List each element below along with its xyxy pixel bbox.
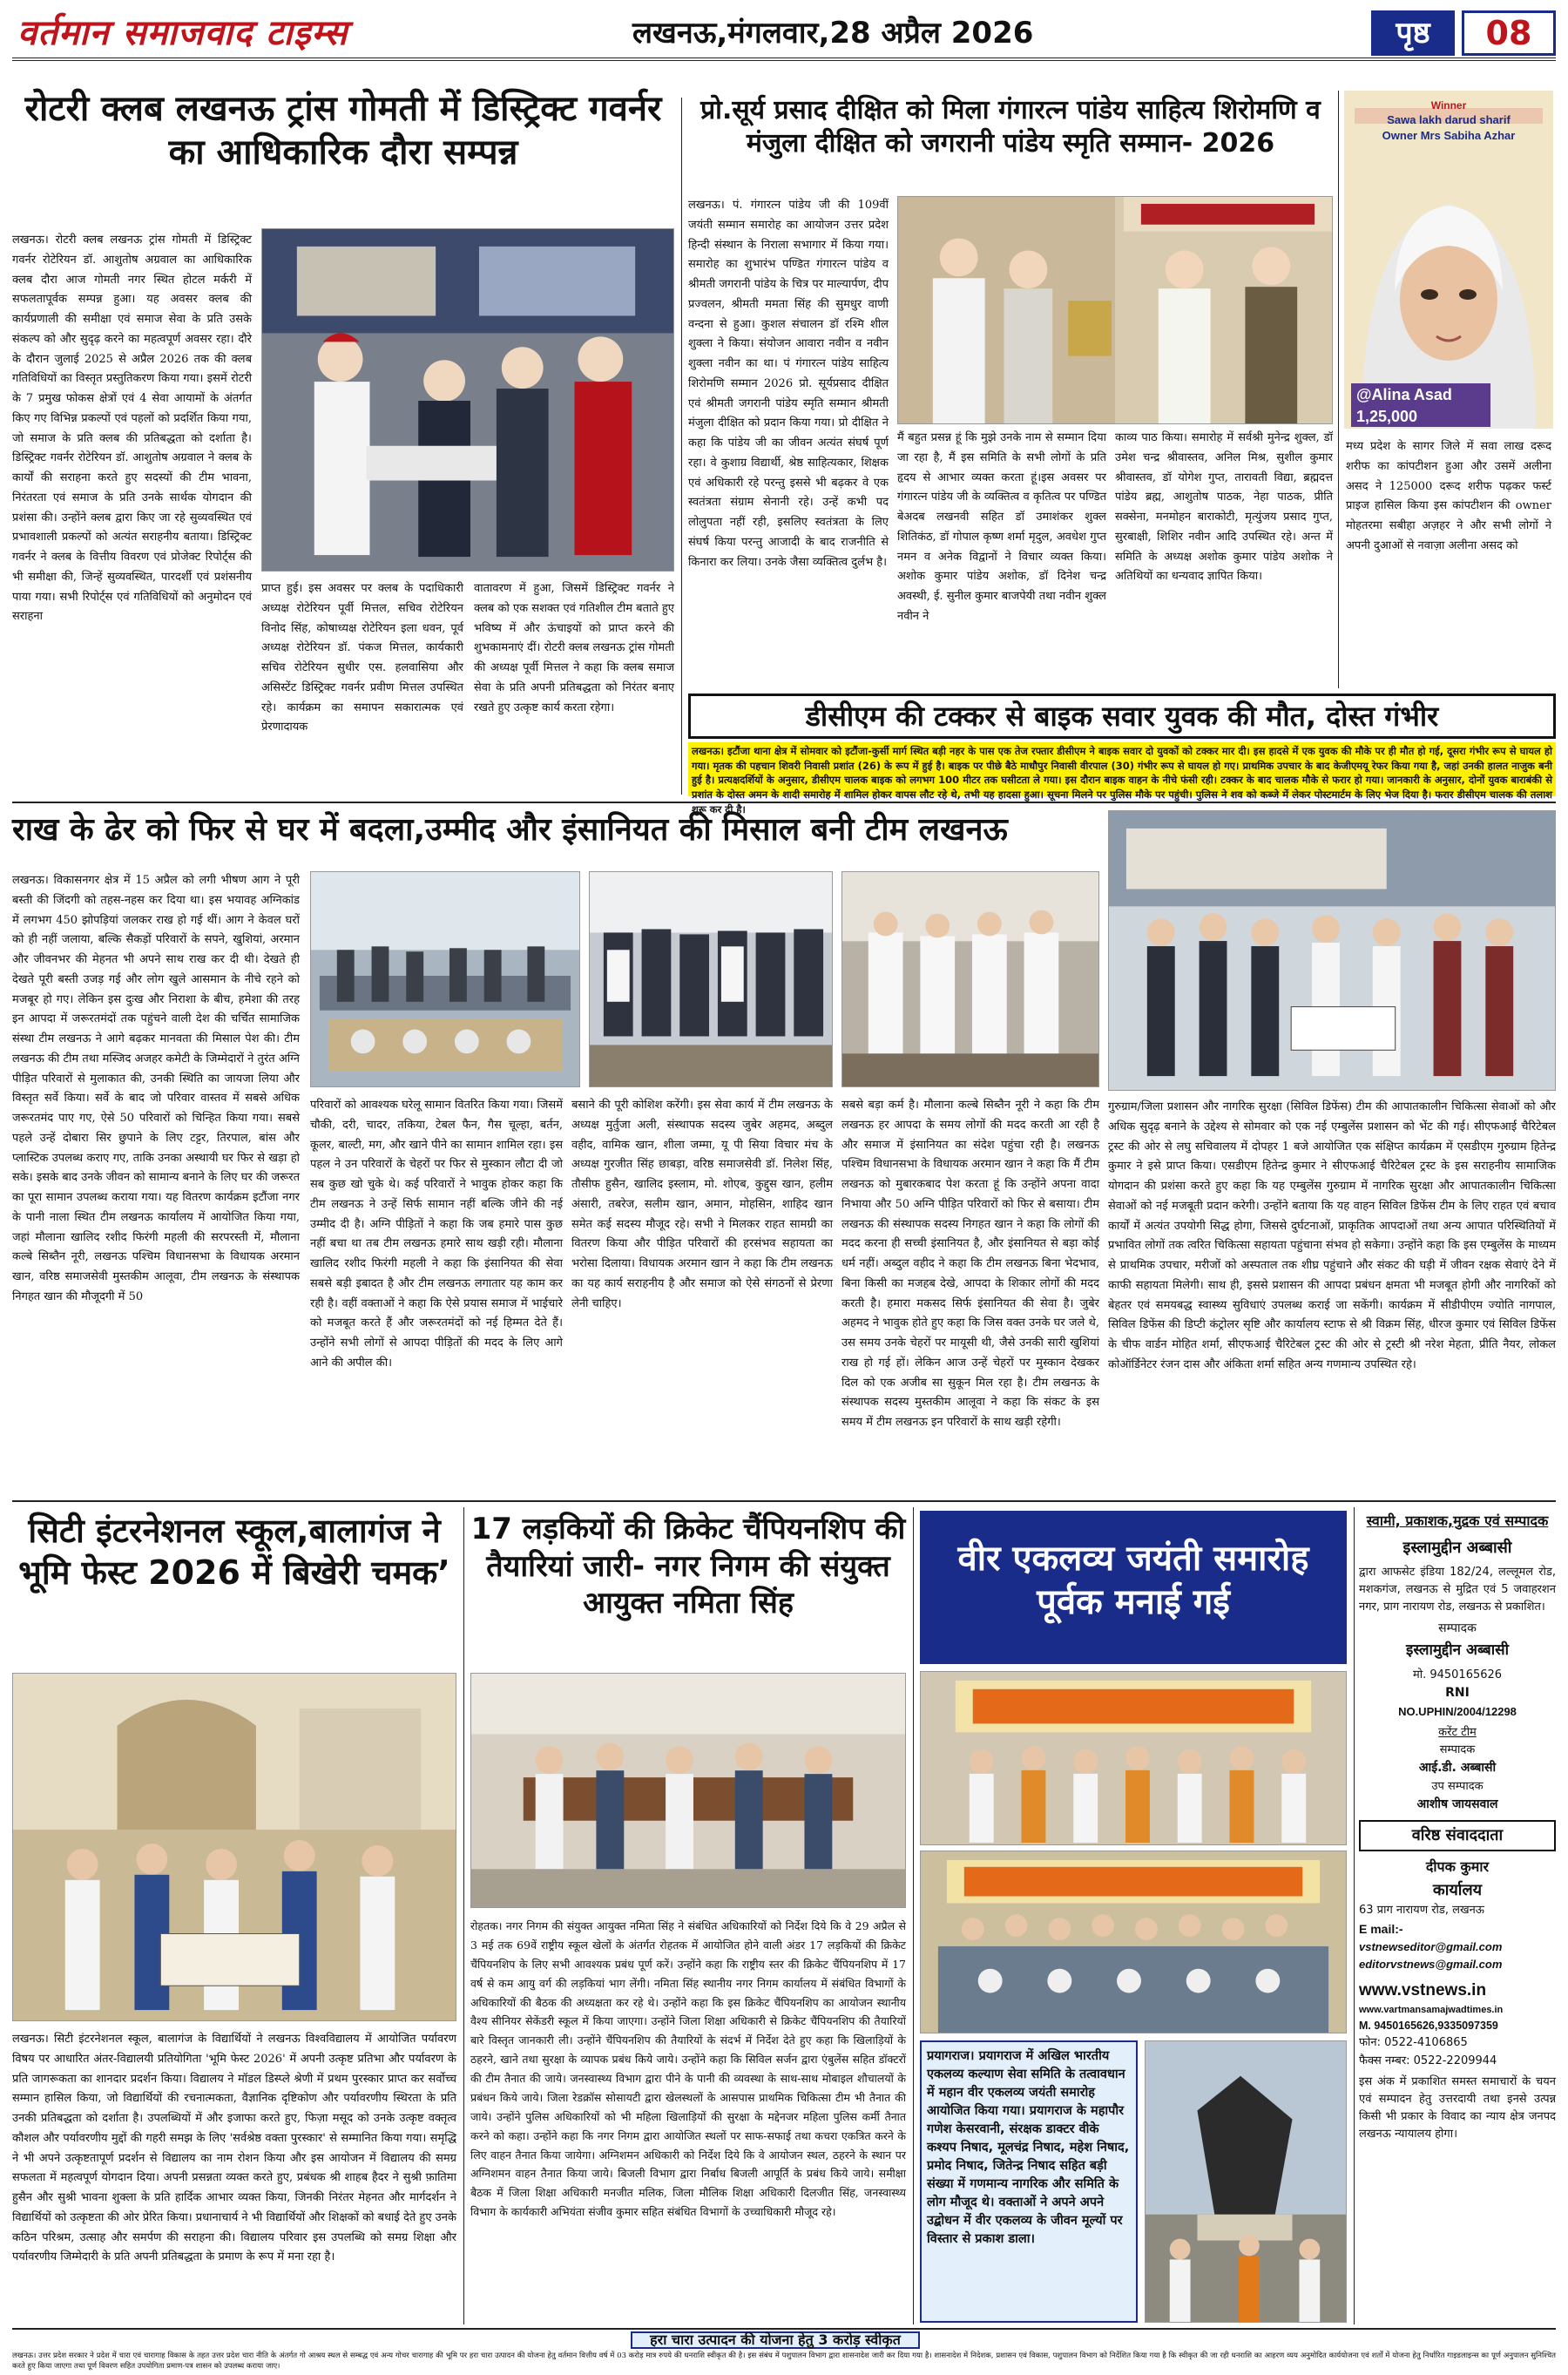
ad-amount: 1,25,000 xyxy=(1351,406,1490,427)
story-cricket-headline: 17 लड़कियों की क्रिकेट चैंपियनशिप की तैयारियां जारी- नगर निगम की संयुक्त आयुक्त नमिता सिंह xyxy=(470,1512,906,1621)
imprint-rni: NO.UPHIN/2004/12298 xyxy=(1398,1704,1517,1718)
imprint-email-1[interactable]: vstnewseditor@gmail.com xyxy=(1359,1940,1503,1954)
imprint-team-editor-label: सम्पादक xyxy=(1439,1743,1476,1757)
story-fodder-headline-box xyxy=(331,2331,1220,2349)
story-dixit-headline: प्रो.सूर्य प्रसाद दीक्षित को मिला गंगारत्न पांडेय साहित्य शिरोमणि व मंजुला दीक्षित को जगरानी पांडेय स्मृति सम्मान- 2026 xyxy=(700,95,1321,159)
story-rotary-col3: वातावरण में हुआ, जिसमें डिस्ट्रिक्ट गवर्नर ने क्लब को एक सशक्त एवं गतिशील टीम बताते हुए भविष्य में और ऊंचाइयों को प्राप्त करने की शुभकामनाएं दीं। रोटरी क्लब लखनऊ ट्रांस गोमती की अध्यक्ष पूर्वी मित्तल ने कहा कि क्लब समाज सेवा के प्रति अपनी प्रतिबद्धता को निरंतर बनाए रखते हुए उत्कृष्ट कार्य करता रहेगा। xyxy=(474,582,674,714)
story-rotary-photo xyxy=(261,228,674,572)
imprint-rni-label: RNI xyxy=(1445,1686,1470,1701)
imprint-email-label: E mail:- xyxy=(1359,1921,1403,1936)
story-rotary-col2: प्राप्त हुई। इस अवसर पर क्लब के पदाधिकारी अध्यक्ष रोटेरियन पूर्वी मित्तल, सचिव रोटेरियन विनोद सिंह, कोषाध्यक्ष रोटेरियन इला धवन, पूर्व अध्यक्ष रोटेरियन डॉ. पंकज मित्तल, कार्यकारी सचिव रोटेरियन सुधीर एस. हलवासिया और असिस्टेंट डिस्ट्रिक्ट गवर्नर प्रवीण मित्तल उपस्थित रहे। कार्यक्रम का समापन सकारात्मक एवं प्रेरणादायक xyxy=(261,582,463,734)
imprint-owner: इस्लामुद्दीन अब्बासी xyxy=(1402,1538,1512,1557)
imprint-site-1[interactable]: www.vstnews.in xyxy=(1359,1980,1487,1999)
story-cricket-text: रोहतक। नगर निगम की संयुक्त आयुक्त नमिता सिंह ने संबंधित अधिकारियों को निर्देश दिये कि वे 29 अप्रैल से 3 मई तक 69वें राष्ट्रीय स्कूल खेलों के अंतर्गत रोहतक में आयोजित होने वाली अंडर 17 लड़कियों की क्रिकेट चैंपियनशिप के लिए सभी आवश्यक प्रबंध पूर्ण करें। उन्होंने कहा कि राष्ट्रीय स्तर की क्रिकेट चैंपियनशिप में 17 वर्ष से कम आयु वर्ग की लड़कियां भाग लेंगी। नमिता सिंह स्थानीय नगर निगम कार्यालय में संबंधित विभागों के अधिकारियों की बैठक की अध्यक्षता कर रहे थे। उन्होंने कहा कि इस क्रिकेट चैंपियनशिप का आयोजन स्थानीय वैश्य सीनियर सेकेंडरी स्कूल में किया जाएगा। उन्होंने जिला शिक्षा अधिकारी से क्रिकेट चैंपियनशिप की तैयारियों बारे विस्तृत जानकारी ली। उन्होंने चैंपियनशिप की तैयारियों के संदर्भ में निर्देश देते हुए कहा कि खिलाड़ियों के ठहरने, खाने तथा सुरक्षा के व्यापक प्रबंध किये जाये। उन्होंने कहा कि सिविल सर्जन द्वारा एंबुलेंस सहित डॉक्टरों की टीम तैनात की जाये। जनस्वास्थ्य विभाग द्वारा पीने के पानी की व्यवस्था के साथ-साथ मोबाइल शौचालयों के प्रबंधन किये जाये। जिला रेडक्रॉस सोसायटी द्वारा खेलस्थलों के आसपास प्राथमिक चिकित्सा टीम भी तैनात की जाये। उन्होंने पुलिस अधिकारियों को भी महिला खिलाड़ियों की सुरक्षा के मद्देनजर महिला पुलिस कर्मी तैनात करने को कहा। उन्होंने कहा कि नगर निगम द्वारा आयोजित स्थलों पर साफ-सफाई तथा कचरा एकत्रित करने के लिए वाहन तैनात किया जायेगा। अग्निशमन अधिकारी को निर्देश दिये कि वे आयोजन स्थल, ठहरने के स्थान पर अग्निशमन वाहन तैनात किया जाये। बिजली विभाग द्वारा निर्बाध बिजली आपूर्ति के प्रबंध किये जाये। समीक्षा बैठक में जिला शिक्षा अधिकारी मनजीत मलिक, जिला मौलिक शिक्षा अधिकारी दिलजीत सिंह, जनस्वास्थ्य विभाग के कार्यकारी अभियंता संजीव कुमार सहित संबंधित विभागों के उच्चाधिकारी मौजूद रहे। xyxy=(470,1919,906,2219)
dateline: लखनऊ,मंगलवार,28 अप्रैल 2026 xyxy=(632,16,1034,51)
imprint-phone-mobile: M. 9450165626,9335097359 xyxy=(1359,2020,1498,2033)
story-team-lucknow-headline: राख के ढेर को फिर से घर में बदला,उम्मीद और इंसानियत की मिसाल बनी टीम लखनऊ xyxy=(12,812,1008,848)
story-dixit-col3: काव्य पाठ किया। समारोह में सर्वश्री मुनेन्द्र शुक्ल, डॉ उमेश चन्द्र श्रीवास्तव, अनिल मिश्र, सुशील कुमार श्रीवास्तव, डॉ योगेश गुप्त, तारावती विद्या, ब्रह्मदत्त पांडेय ब्रह्म, आशुतोष पाठक, नेहा पाठक, प्रीति सक्सेना, मनमोहन बाराकोटी, मृत्युंजय प्रसाद गुप्त, सुरबाक्षी, शिशिर नवीन आदि उपस्थित रहे। अन्त में समिति के अध्यक्ष अशोक कुमार पांडेय अशोक ने अतिथियों का धन्यवाद ज्ञापित किया। xyxy=(1115,431,1333,584)
ad-winner-owner: Owner Mrs Sabiha Azhar xyxy=(1382,129,1516,142)
imprint-office-address: 63 प्राग नारायण रोड, लखनऊ xyxy=(1359,1904,1484,1918)
story-eklavya-photo3 xyxy=(1145,2040,1347,2323)
story-team-lucknow-photo3 xyxy=(841,871,1099,1087)
story-ambulance-photo xyxy=(1108,810,1556,1091)
page-number: 08 xyxy=(1462,10,1556,56)
ad-winner-label: Winner xyxy=(1430,99,1467,112)
story-rotary-col1: लखनऊ। रोटरी क्लब लखनऊ ट्रांस गोमती में डिस्ट्रिक्ट गवर्नर रोटेरियन डॉ. आशुतोष अग्रवाल का आधिकारिक क्लब दौरा आज गोमती नगर स्थित होटल मर्करी में सफलतापूर्वक सम्पन्न हुआ। यह अवसर क्लब की कार्यप्रणाली की समीक्षा एवं समाज सेवा के प्रति उसके संकल्प को और सुदृढ़ करने का महत्वपूर्ण अवसर रहा। दौरे के दौरान जुलाई 2025 से अप्रैल 2026 तक की क्लब गतिविधियों का विस्तृत प्रस्तुतिकरण किया गया। इसमें रोटरी के 7 प्रमुख फोकस क्षेत्रों एवं 4 सेवा आयामों के अंतर्गत किए गए विभिन्न प्रकल्पों एवं पहलों को प्रदर्शित किया गया, जो समाज के प्रति क्लब की प्रतिबद्धता को दर्शाता है। डिस्ट्रिक्ट गवर्नर रोटेरियन डॉ. आशुतोष अग्रवाल ने क्लब के कार्यों की सराहना करते हुए सदस्यों की टीम भावना, निरंतरता एवं समाज के प्रति उनके सार्थक योगदान की प्रशंसा की। उन्होंने क्लब द्वारा किए जा रहे सुव्यवस्थित एवं प्रभावशाली प्रकल्पों को अत्यंत सराहनीय बताया। डिस्ट्रिक्ट गवर्नर ने क्लब के वित्तीय विवरण एवं प्रोजेक्ट रिपोर्ट्स की भी समीक्षा की, जिन्हें सुव्यवस्थित, पारदर्शी एवं प्रशंसनीय पाया गया। सभी रिपोर्ट्स एवं गतिविधियों को अनुमोदन एवं सराहना xyxy=(12,233,252,624)
story-accident-headline: डीसीएम की टक्कर से बाइक सवार युवक की मौत, दोस्त गंभीर xyxy=(805,700,1439,733)
story-eklavya-photo1 xyxy=(920,1671,1347,1845)
masthead xyxy=(12,5,1556,61)
imprint-email-2[interactable]: editorvstnews@gmail.com xyxy=(1359,1958,1503,1972)
imprint-editor-name: इस्लामुद्दीन अब्बासी xyxy=(1405,1641,1510,1659)
story-dixit-col2: मैं बहुत प्रसन्न हूं कि मुझे उनके नाम से सम्मान दिया जा रहा है, मैं इस समिति के सभी लोगों के प्रति हृदय से आभार व्यक्त करता हूं।इस अवसर पर गंगारत्न पांडेय जी के व्यक्तित्व व कृतित्व पर पण्डित बेअदब लखनवी सहित डॉ उमाशंकर शुक्ल शितिकंठ, डॉ गोपाल कृष्ण शर्मा मृदुल, अवधेश गुप्त नमन व अनेक विद्वानों ने विचार व्यक्त किया। अशोक कुमार पांडेय अशोक, डॉ दिनेश चन्द्र अवस्थी, ई. सुनील कुमार बाजपेयी तथा नवीन शुक्ल नवीन ने xyxy=(897,431,1106,623)
imprint-address: द्वारा आफसेट इंडिया 182/24, लल्लूमल रोड, मशकगंज, लखनऊ से मुद्रित एवं 5 जवाहरशन नगर, प्राग नारायण रोड, लखनऊ से प्रकाशित। xyxy=(1359,1565,1556,1614)
imprint-fax: फैक्स नम्बर: 0522-2209944 xyxy=(1359,2054,1497,2067)
ad-alina xyxy=(1338,91,1556,688)
story-accident-text: लखनऊ। इटौंजा थाना क्षेत्र में सोमवार को इटौंजा-कुर्सी मार्ग स्थित बड़ी नहर के पास एक तेज रफ्तार डीसीएम ने बाइक सवार दो युवकों को टक्कर मार दी। इस हादसे में एक युवक की मौके पर ही मौत हो गई, दूसरा गंभीर रूप से घायल हो गया। मृतक की पहचान शिवरी निवासी प्रशांत (26) के रूप में हुई है। बाइक पर पीछे बैठे माधौपुर निवासी वीरपाल (30) गंभीर रूप से घायल हो गए। प्राथमिक उपचार के बाद केजीएमयू रेफर किया गया है, जहां उनकी हालत नाजुक बनी हुई है। प्रत्यक्षदर्शियों के अनुसार, डीसीएम चालक बाइक को लगभग 100 मीटर तक घसीटता ले गया। इस दौरान बाइक वाहन के नीचे फंसी रही। टक्कर के बाद चालक मौके से फरार हो गया। जानकारी के अनुसार, दोनों युवक बाराबंकी से प्रशांत के दोस्त अमन के शादी समारोह में शामिल होकर वापस लौट रहे थे, तभी यह हादसा हुआ। सूचना मिलने पर पुलिस मौके पर पहुंची। पुलिस ने शव को कब्जे में लेकर पोस्टमार्टम के लिए भेज दिया है। फरार डीसीएम चालक की तलाश शुरू कर दी है। xyxy=(688,742,1556,796)
story-team-lucknow-photo1 xyxy=(310,871,580,1087)
imprint-deputy-label: उप सम्पादक xyxy=(1431,1780,1484,1794)
story-rotary-headline: रोटरी क्लब लखनऊ ट्रांस गोमती में डिस्ट्रिक्ट गवर्नर का आधिकारिक दौरा सम्पन्न xyxy=(24,89,662,173)
story-school-text: लखनऊ। सिटी इंटरनेशनल स्कूल, बालागंज के विद्यार्थियों ने लखनऊ विश्वविद्यालय में आयोजित पर्यावरण विषय पर आधारित अंतर-विद्यालयी प्रतियोगिता 'भूमि फेस्ट 2026' में अपनी उत्कृष्ट प्रतिभा और पर्यावरण के प्रति जागरूकता का शानदार प्रदर्शन किया। विद्यालय ने मॉडल डिस्प्ले श्रेणी में प्रथम पुरस्कार प्राप्त कर सर्वोच्च सम्मान हासिल किया, जो विद्यार्थियों की रचनात्मकता, वैज्ञानिक दृष्टिकोण और पर्यावरणीय स्थिरता के प्रति उनकी प्रतिबद्धता को दर्शाता है। उपलब्धियों में और इजाफा करते हुए, फिज़ा मसूद को उनके उत्कृष्ट वक्तृत्व कौशल और पर्यावरणीय मुद्दों की गहरी समझ के लिए 'सर्वश्रेष्ठ वक्ता पुरस्कार' से सम्मानित किया गया। समृद्धि ने भी अपने उत्कृष्टतापूर्ण प्रदर्शन से विद्यालय का नाम रोशन किया और इस आयोजन में विद्यालय की समग्र सफलता में महत्वपूर्ण योगदान दिया। अपनी प्रसन्नता व्यक्त करते हुए, प्रबंधक श्री शाहब हैदर ने सुश्री फ़ातिमा हुसैन और सुश्री भावना शुक्ला के प्रति हार्दिक आभार व्यक्त किया, जिनकी निरंतर मेहनत और मार्गदर्शन ने विद्यार्थियों को उत्कृष्टता की ओर प्रेरित किया। प्रधानाचार्य ने भी विद्यार्थियों और शिक्षकों को बधाई देते हुए उनके कठिन परिश्रम, उत्साह और समर्पण की सराहना की। विद्यालय परिवार इस उपलब्धि को समग्र शिक्षा और पर्यावरणीय जिम्मेदारी के प्रति अपनी प्रतिबद्धता के प्रमाण के रूप में मना रहा है। xyxy=(12,2033,456,2264)
ad-name: @Alina Asad xyxy=(1351,383,1490,406)
ad-winner-desc: Sawa lakh darud sharif xyxy=(1387,113,1511,126)
imprint-office-label: कार्यालय xyxy=(1432,1880,1483,1899)
column-rule xyxy=(1354,1507,1355,2324)
column-rule xyxy=(463,1507,464,2324)
imprint-mobile: मो. 9450165626 xyxy=(1412,1668,1503,1682)
story-school-photo xyxy=(12,1673,456,2021)
story-fodder-headline: हरा चारा उत्पादन की योजना हेतु 3 करोड़ स्वीकृत xyxy=(631,2331,920,2349)
story-eklavya-text: प्रयागराज। प्रयागराज में अखिल भारतीय एकलव्य कल्याण सेवा समिति के तत्वावधान में महान वीर एकलव्य जयंती समारोह आयोजित किया गया। प्रयागराज के महापौर गणेश केसरवानी, संरक्षक डाक्टर वीके कश्यप निषाद, मूलचंद्र निषाद, महेश निषाद, प्रमोद निषाद, जितेन्द्र निषाद सहित बड़ी संख्या में गणमान्य नागरिक और समिति के लोग मौजूद थे। वक्ताओं ने अपने अपने उद्बोधन में वीर एकलव्य के जीवन मूल्यों पर विस्तार से प्रकाश डाला। xyxy=(920,2040,1138,2323)
imprint-header: स्वामी, प्रकाशक,मुद्रक एवं सम्पादक xyxy=(1366,1512,1549,1529)
story-accident-headline-box xyxy=(688,694,1556,739)
imprint-team-label: करेंट टीम xyxy=(1438,1726,1477,1740)
imprint-editor-label: सम्पादक xyxy=(1438,1621,1477,1636)
story-cricket-photo xyxy=(470,1673,906,1908)
imprint-box xyxy=(1359,1511,1556,2323)
story-dixit-photo xyxy=(897,196,1333,424)
story-team-lucknow-col3: बसाने की पूरी कोशिश करेंगी। इस सेवा कार्य में टीम लखनऊ के अध्यक्ष मुर्तुजा अली, संस्थापक सदस्य जुबेर अहमद, अब्दुल वहीद, वामिक खान, शीला जम्मा, यू पी सिया विचार मंच के अध्यक्ष गुरजीत सिंह छाबड़ा, वरिष्ठ समाजसेवी डॉ. निलेश सिंह, तौसीफ हुसैन, खालिद इस्लाम, मो. शोएब, कुद्दुस खान, हलीम अंसारी, तबरेज, सलीम खान, अमान, मोहसिन, शाहिद खान समेत कई सदस्य मौजूद रहे। सभी ने मिलकर राहत सामग्री का वितरण किया और पीड़ित परिवारों की हरसंभव सहायता का भरोसा दिलाया। विधायक अरमान खान ने कहा कि टीम लखनऊ का यह कार्य सराहनीय है और समाज को ऐसे संगठनों से प्रेरणा लेनी चाहिए। xyxy=(571,1099,833,1310)
imprint-deputy-name: आशीष जायसवाल xyxy=(1416,1797,1498,1812)
column-rule xyxy=(681,98,682,795)
ad-caption: मध्य प्रदेश के सागर जिले में सवा लाख दरूद शरीफ का कांपटीशन हुआ और उसमें अलीना असद ने 125000 दरूद शरीफ पढ़कर फर्स्ट प्राइज हासिल किया इस कांपटीशन की owner मोहतरमा सबीहा अज़हर ने और सभी लोगों ने अपनी दुआओं से नवाज़ा अलीना असद को xyxy=(1346,440,1551,552)
story-eklavya-headline: वीर एकलव्य जयंती समारोह पूर्वक मनाई गई xyxy=(957,1539,1309,1622)
page-label: पृष्ठ xyxy=(1371,10,1455,56)
column-rule xyxy=(913,1507,914,2324)
imprint-site-2[interactable]: www.vartmansamajwadtimes.in xyxy=(1359,2005,1504,2016)
section-rule xyxy=(12,802,1556,803)
story-team-lucknow-col4: सबसे बड़ा कर्म है। मौलाना कल्बे सिब्तैन नूरी ने कहा कि टीम लखनऊ हर आपदा के समय लोगों की मदद करती आ रही है और समाज में इंसानियत का संदेश पहुंचा रही है। लखनऊ पश्चिम विधानसभा के विधायक अरमान खान ने कहा कि मैं टीम लखनऊ को मुबारकबाद पेश करता हूं कि उन्होंने अपना वादा निभाया और 50 अग्नि पीड़ित परिवारों को फिर से बसाया। टीम लखनऊ की संस्थापक सदस्य निगहत खान ने कहा कि लोगों की मदद करना ही सच्ची इंसानियत है, और इंसानियत से बड़ा कोई धर्म नहीं। अब्दुल वहीद ने कहा कि टीम लखनऊ बिना भेदभाव, बिना किसी का मजहब देखे, आपदा के शिकार लोगों की मदद करती है। हमारा मकसद सिर्फ इंसानियत की सेवा है। जुबेर अहमद ने भावुक होते हुए कहा कि जिस वक्त उनके घर जले थे, उस समय उनके चेहरों पर मायूसी थी, जैसे उनकी सारी खुशियां राख हो गई हों। लेकिन आज उन्हें चेहरों पर मुस्कान देखकर दिल को एक अजीब सा सुकून मिल रहा है। टीम लखनऊ के संस्थापक सदस्य मुस्तकीम आलूवा ने कहा कि संकट के इस समय में टीम लखनऊ इन परिवारों के साथ खड़ी रहेगी। xyxy=(841,1099,1099,1429)
imprint-senior-name: दीपक कुमार xyxy=(1425,1857,1490,1875)
story-team-lucknow-photo2 xyxy=(589,871,833,1087)
imprint-team-editor-name: आई.डी. अब्बासी xyxy=(1418,1761,1497,1776)
imprint-phone-office: फोन: 0522-4106865 xyxy=(1359,2036,1468,2050)
section-rule xyxy=(12,2328,1556,2330)
imprint-disclaimer: इस अंक में प्रकाशित समस्त समाचारों के चयन एवं सम्पादन हेतु उत्तरदायी तथा इनसे उत्पन्न किसी भी प्रकार के विवाद का न्याय क्षेत्र जनपद लखनऊ न्यायालय होगा। xyxy=(1359,2074,1556,2142)
brand-logo: वर्तमान समाजवाद टाइम्स xyxy=(17,13,348,53)
story-dixit-col1: लखनऊ। पं. गंगारत्न पांडेय जी की 109वीं जयंती सम्मान समारोह का आयोजन उत्तर प्रदेश हिन्दी संस्थान के निराला सभागार में किया गया। समारोह का शुभारंभ पण्डित गंगारत्न पांडेय व श्रीमती जगरानी पांडेय के चित्र पर माल्यार्पण, दीप प्रज्वलन, श्रीमती ममता सिंह की सुमधुर वाणी वन्दना से हुआ। कुशल संचालन डॉ रश्मि शील शुक्ला ने किया। संयोजन आवारा नवीन व नवीन शुक्ला नवीन का था। पं गंगारत्न पांडेय साहित्य शिरोमणि सम्मान 2026 प्रो. सूर्यप्रसाद दीक्षित एवं श्रीमती जगरानी पांडेय स्मृति सम्मान श्रीमती मंजुला दीक्षित को प्रदान किया गया। प्रो दीक्षित ने कहा कि पांडेय जी का जीवन अत्यंत संघर्ष पूर्ण रहा। वे कुशाग्र विद्यार्थी, श्रेष्ठ साहित्यकार, शिक्षक एवं अधिकारी रहे परन्तु इससे भी बढ़कर वे एक स्वतंत्रता संग्राम सेनानी रहे। उन्हें कभी पद लोलुपता नहीं रही, इसलिए स्वतंत्रता के लिए संघर्ष किया परन्तु आजादी के बाद राजनीति से किनारा कर लिया। उनके जैसा व्यक्तित्व दुर्लभ है। xyxy=(688,199,889,569)
story-team-lucknow-col1: लखनऊ। विकासनगर क्षेत्र में 15 अप्रैल को लगी भीषण आग ने पूरी बस्ती की जिंदगी को तहस-नहस कर दिया था। इस भयावह अग्निकांड में लगभग 450 झोपड़ियां जलकर राख हो गई थीं। आग ने केवल घरों को ही नहीं जलाया, बल्कि सैकड़ों परिवारों के सपने, खुशियां, अरमान और जीवनभर की मेहनत भी अपने साथ राख कर दी थी। देखते ही देखते पूरी बस्ती उजड़ गई और लोग खुले आसमान के नीचे रहने को मजबूर हो गए। लेकिन इस दुःख और निराशा के बीच, हमेशा की तरह इन आपदा में जरूरतमंदों तक पहुंचने वाली देश की चर्चित सामाजिक संस्था टीम लखनऊ ने आगे बढ़कर मानवता की मिसाल पेश की। टीम लखनऊ की टीम तथा मस्जिद अजहर कमेटी के जिम्मेदारों ने तुरंत अग्नि पीड़ित परिवारों से मुलाकात की, उनकी स्थिति का जायजा लिया और विस्तृत सर्वे किया। सर्वे के बाद जो परिवार वास्तव में सबसे अधिक जरूरतमंद पाए गए, ऐसे 50 परिवारों को चिन्हित किया गया। सबसे पहले उन्हें दोबारा सिर छुपाने के लिए टट्टर, तिरपाल, बांस और प्लास्टिक उपलब्ध कराए गए, ताकि उनका अस्थायी घर फिर से खड़ा हो सके। इसके बाद उनके जीवन को सामान्य बनाने के लिए घर की जरूरत का पूरा सामान उपलब्ध कराया गया। यह वितरण कार्यक्रम इटौंजा नगर के पानी नाला स्थित टीम लखनऊ कार्यालय में आयोजित किया गया, जहां मौलाना खालिद रशीद फिरंगी महली की सरपरस्ती में, मौलाना कल्बे सिब्तैन नूरी, लखनऊ पश्चिम विधानसभा के विधायक अरमान खान, वरिष्ठ समाजसेवी मुस्तकीम आलूवा, टीम लखनऊ के संस्थापक निगहत खान की मौजूदगी में 50 xyxy=(12,874,300,1303)
story-school-headline: सिटी इंटरनेशनल स्कूल,बालागंज ने भूमि फेस्ट 2026 में बिखेरी चमक’ xyxy=(18,1512,450,1592)
imprint-senior-label: वरिष्ठ संवाददाता xyxy=(1359,1820,1556,1851)
story-ambulance-text: गुरुग्राम/जिला प्रशासन और नागरिक सुरक्षा (सिविल डिफेंस) टीम की आपातकालीन चिकित्सा सेवाओं को और अधिक सुदृढ़ बनाने के उद्देश्य से सोमवार को एक नई एम्बुलेंस प्रशासन को भेंट की गई। सीएफआई चैरिटेबल ट्रस्ट की ओर से लघु सचिवालय में दोपहर 1 बजे आयोजित एक संक्षिप्त कार्यक्रम में एसडीएम गुरुग्राम हितेन्द्र कुमार ने इसे प्राप्त किया। एसडीएम हितेन्द्र कुमार ने सीएफआई चैरिटेबल ट्रस्ट के इस सराहनीय सामाजिक योगदान की प्रशंसा करते हुए कहा कि यह एम्बुलेंस गुरुग्राम में नागरिक सुरक्षा और आपातकालीन चिकित्सा सेवाओं को नई मजबूती प्रदान करेगी। उन्होंने बताया कि यह वाहन सिविल डिफेंस टीम के लिए राहत एवं बचाव कार्यों में अत्यंत उपयोगी सिद्ध होगा, जिससे दुर्घटनाओं, प्राकृतिक आपदाओं तथा अन्य आपात परिस्थितियों में प्रभावित लोगों तक त्वरित चिकित्सा सहायता पहुंचाना संभव हो सकेगा। उन्होंने कहा कि इस एम्बुलेंस के माध्यम से प्राथमिक उपचार, मरीजों को अस्पताल तक शीघ्र पहुंचाने और संकट की घड़ी में जीवन रक्षक सेवाएं देने में काफी सहायता मिलेगी। साथ ही, इससे प्रशासन की आपदा प्रबंधन क्षमता भी मजबूत होगी और नागरिकों को बेहतर एवं समयबद्ध स्वास्थ्य सुविधाएं उपलब्ध कराई जा सकेंगी। कार्यक्रम में सीडीपीएम ज्योति नागपाल, सिविल डिफेंस की डिप्टी कंट्रोलर सृष्टि और कार्यालय स्टाफ से श्री विक्रम सिंह, धीरज कुमार एवं सिविल डिफेंस के चीफ वार्डन मोहित शर्मा, सीएफआई चैरिटेबल ट्रस्ट की ओर से ट्रस्टी श्री नरेश मेहता, प्रीति नैयर, लोकल कोऑर्डिनेटर रंजन दास और अंकिता शर्मा सहित अन्य गणमान्य उपस्थित रहे। xyxy=(1108,1100,1556,1371)
story-eklavya-photo2 xyxy=(920,1851,1347,2033)
story-fodder-text: लखनऊ। उत्तर प्रदेश सरकार ने प्रदेश में चारा एवं चारागाह विकास के तहत उत्तर प्रदेश चारा नीति के अंतर्गत गो आश्रय स्थल से सम्बद्ध एवं अन्य गोचर चारागाह की भूमि पर हरा चारा उत्पादन की योजना हेतु वर्तमान वित्तीय वर्ष में 03 करोड़ मात्र रुपये की धनराशि स्वीकृत की है। इस संबंध में पशुपालन विभाग द्वारा शासनादेश जारी कर दिया गया है। शासनादेश में निदेशक, प्रशासन एवं विकास, पशुपालन विभाग को निर्देशित किया गया है कि स्वीकृत की जा रही धनराशि का आहरण व्यय अनुमोदित कार्ययोजना एवं शर्तों में योजना हेतु निर्धारित गाइडलाइन्स का पूर्ण अनुपालन सुनिश्चित करते हुए किया जाएगा तथा पूर्ण विवरण सहित उपयोगिता प्रमाण-पत्र शासन को उपलब्ध कराया जाए। xyxy=(12,2351,1556,2372)
section-rule xyxy=(12,1500,1556,1502)
story-eklavya-headline-box xyxy=(920,1511,1347,1664)
story-team-lucknow-col2: परिवारों को आवश्यक घरेलू सामान वितरित किया गया। जिसमें चौकी, दरी, चादर, तकिया, टेबल फैन, गैस चूल्हा, बर्तन, कूलर, बाल्टी, मग, और खाने पीने का सामान शामिल रहा। इस पहल ने उन परिवारों के चेहरों पर फिर से मुस्कान लौटा दी जो सब कुछ खो चुके थे। कई परिवारों ने भावुक होकर कहा कि टीम लखनऊ ने उन्हें सिर्फ सामान नहीं बल्कि जीने की नई उम्मीद दी है। अग्नि पीड़ितों ने कहा कि जब हमारे पास कुछ नहीं बचा था तब टीम लखनऊ हमारे साथ खड़ी रही। मौलाना खालिद रशीद फिरंगी महली ने कहा कि इंसानियत की सेवा सबसे बड़ी इबादत है और टीम लखनऊ लगातार यह काम कर रही है। वहीं वक्ताओं ने कहा कि ऐसे प्रयास समाज में भाईचारे को मजबूत करते हैं और जरूरतमंदों को नई हिम्मत देते हैं। उन्होंने सभी लोगों से आपदा पीड़ितों की मदद के लिए आगे आने की अपील की। xyxy=(310,1099,563,1370)
